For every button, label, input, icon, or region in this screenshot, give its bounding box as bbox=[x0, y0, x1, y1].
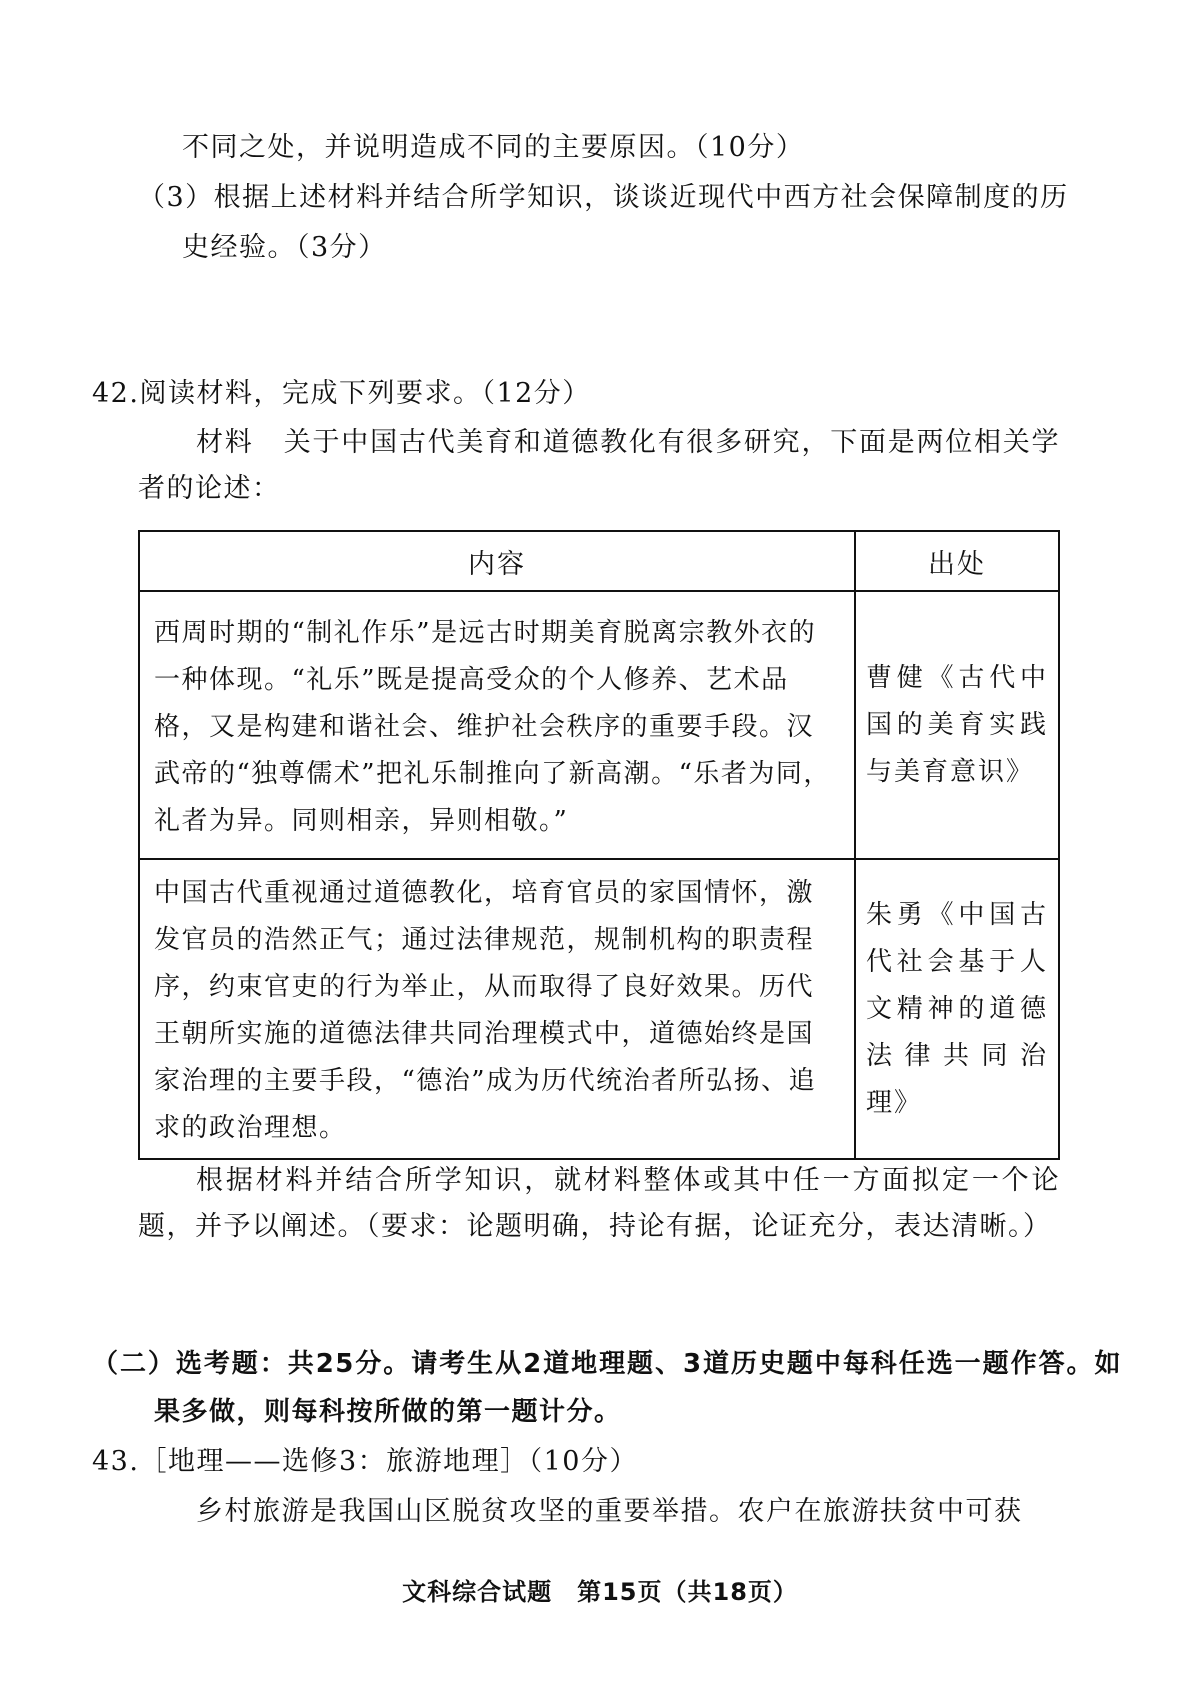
material-label: 材料 bbox=[196, 427, 254, 458]
table-header-row bbox=[139, 531, 1059, 591]
q43-text: 乡村旅游是我国山区脱贫攻坚的重要举措。农户在旅游扶贫中可获 bbox=[196, 1496, 1023, 1527]
table-cell-source: 朱勇《中国古代社会基于人文精神的道德法律共同治理》 bbox=[855, 859, 1059, 1159]
q42-heading: 42.阅读材料，完成下列要求。（12分） bbox=[92, 378, 591, 409]
q42-requirement: 根据材料并结合所学知识，就材料整体或其中任一方面拟定一个论题，并予以阐述。（要求：论题明确，持论有据，论证充分，表达清晰。） bbox=[138, 1165, 1060, 1242]
page-footer: 文科综合试题 第15页（共18页） bbox=[402, 1578, 798, 1606]
material-table bbox=[138, 530, 1060, 1160]
q41-part3-line2: 史经验。（3分） bbox=[182, 232, 387, 263]
material-intro-text: 关于中国古代美育和道德教化有很多研究，下面是两位相关学者的论述： bbox=[138, 427, 1061, 504]
table-row bbox=[139, 859, 1059, 1159]
q42-material-intro bbox=[138, 420, 1060, 512]
q43-heading-text: 43.［地理——选修3：旅游地理］（10分） bbox=[92, 1446, 638, 1477]
q41-part2-tail: 不同之处，并说明造成不同的主要原因。（10分） bbox=[182, 132, 805, 163]
table-cell-source: 曹健《古代中国的美育实践与美育意识》 bbox=[855, 591, 1059, 859]
table-header-source: 出处 bbox=[855, 531, 1059, 591]
q41-part3-line1: （3）根据上述材料并结合所学知识，谈谈近现代中西方社会保障制度的历 bbox=[138, 182, 1069, 213]
section-optional-questions: （二）选考题：共25分。请考生从2道地理题、3道历史题中每科任选一题作答。如果多做，则每科按所做的第一题计分。 bbox=[92, 1349, 1122, 1427]
table-cell-content: 中国古代重视通过道德教化，培育官员的家国情怀，激发官员的浩然正气；通过法律规范，规制机构的职责程序，约束官吏的行为举止，从而取得了良好效果。历代王朝所实施的道德法律共同治理模式中，道德始终是国家治理的主要手段，“德治”成为历代统治者所弘扬、追求的政治理想。 bbox=[139, 859, 855, 1159]
q43-heading bbox=[92, 1442, 638, 1482]
table-cell-content: 西周时期的“制礼作乐”是远古时期美育脱离宗教外衣的一种体现。“礼乐”既是提高受众的个人修养、艺术品格，又是构建和谐社会、维护社会秩序的重要手段。汉武帝的“独尊儒术”把礼乐制推向了新高潮。“乐者为同，礼者为异。同则相亲，异则相敬。” bbox=[139, 591, 855, 859]
table-row bbox=[139, 591, 1059, 859]
table-header-content: 内容 bbox=[139, 531, 855, 591]
